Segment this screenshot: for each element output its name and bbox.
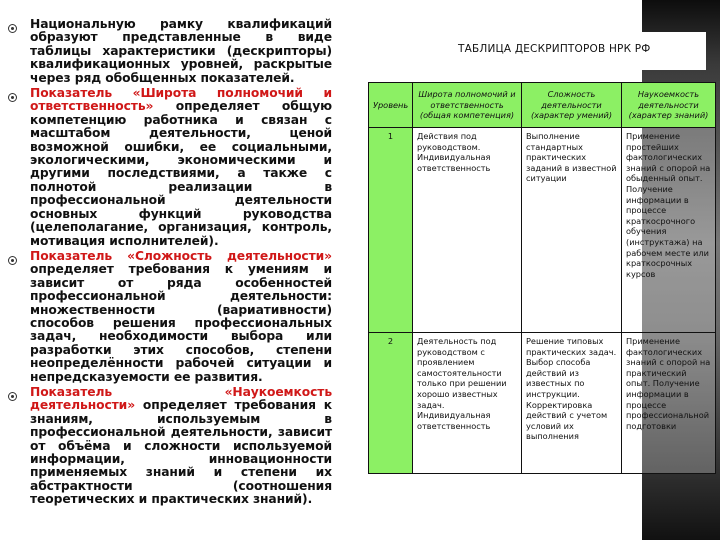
- bullet-lead: Показатель «Сложность деятельности»: [30, 248, 332, 263]
- circle-bullet-icon: [8, 256, 17, 265]
- cell-knowledge: Применение простейших фактологических знаний с опорой на обыденный опыт. Получение информации в процессе краткосрочного обучения (инструктажа) на рабочем месте или краткосрочных курсов: [622, 128, 716, 333]
- circle-bullet-icon: [8, 24, 17, 33]
- bullet-text: [30, 250, 332, 384]
- header-level: Уровень: [369, 83, 413, 128]
- bullet-lead: Показатель «Наукоемкость деятельности»: [30, 384, 332, 413]
- table-row: [369, 128, 716, 333]
- cell-level: 2: [369, 333, 413, 474]
- header-breadth: Широта полномочий и ответственность (общая компетенция): [413, 83, 522, 128]
- cell-knowledge: Применение фактологических знаний с опорой на практический опыт. Получение информации в процессе профессиональной подготовки: [622, 333, 716, 474]
- table-title: ТАБЛИЦА ДЕСКРИПТОРОВ НРК РФ: [458, 43, 651, 55]
- bullet-text: [30, 18, 332, 85]
- table-header-row: [369, 83, 716, 128]
- cell-level: 1: [369, 128, 413, 333]
- cell-complexity: Решение типовых практических задач. Выбор способа действий из известных по инструкции. Корректировка действий с учетом условий их выполнения: [522, 333, 622, 474]
- bullet-body: определяет требования к умениям и зависит от ряда особенностей профессиональной деятельности: множественности (вариативности) способов решения профессиональных задач, необходимости выбора или разработки этих способов, степени неопределённости рабочей ситуации и непредсказуемости ее развития.: [30, 262, 332, 384]
- bullet-lead: Показатель «Широта полномочий и ответственность»: [30, 86, 332, 114]
- table-title-box: [430, 32, 706, 70]
- header-complexity: Сложность деятельности (характер умений): [522, 83, 622, 128]
- bullet-item-breadth: [8, 87, 332, 248]
- header-knowledge: Наукоемкость деятельности (характер знаний): [622, 83, 716, 128]
- bullet-item-intro: [8, 18, 332, 85]
- bullet-item-complexity: [8, 250, 332, 384]
- circle-bullet-icon: [8, 392, 17, 401]
- descriptors-table: [368, 82, 716, 474]
- bullet-text: [30, 386, 332, 507]
- circle-bullet-icon: [8, 93, 17, 102]
- cell-breadth: Деятельность под руководством с проявлением самостоятельности только при решении хорошо известных задач. Индивидуальная ответственность: [413, 333, 522, 474]
- table-row: [369, 333, 716, 474]
- bullet-body: определяет требования к знаниям, используемым в профессиональной деятельности, зависит от объёма и сложности используемой информации, инновационности применяемых знаний и степени их абстрактности (соотношения теоретических и практических знаний).: [30, 398, 332, 507]
- bullet-text: [30, 87, 332, 248]
- bullet-body: Национальную рамку квалификаций образуют представленные в виде таблицы характеристики (дескрипторы) квалификационных уровней, раскрытые через ряд обобщенных показателей.: [30, 17, 332, 85]
- cell-breadth: Действия под руководством. Индивидуальная ответственность: [413, 128, 522, 333]
- bullet-item-knowledge: [8, 386, 332, 507]
- indicators-text-column: [8, 18, 332, 509]
- bullet-body: определяет общую компетенцию работника и связан с масштабом деятельности, ценой возможной ошибки, ее социальными, экологическими, экономическими и другими последствиями, а также с полнотой реализации в профессиональной деятельности основных функций руководства (целеполагание, организация, контроль, мотивация исполнителей).: [30, 99, 332, 248]
- cell-complexity: Выполнение стандартных практических заданий в известной ситуации: [522, 128, 622, 333]
